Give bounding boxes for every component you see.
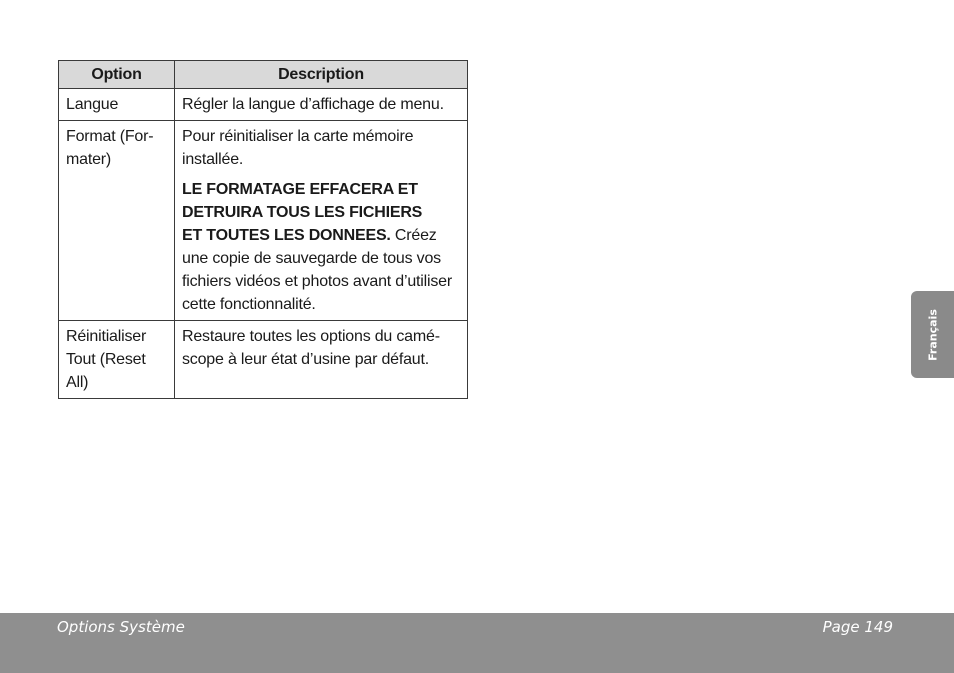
- row-langue-description: Régler la langue d’affichage de menu.: [175, 89, 468, 121]
- row-format-option-text: Format (For- mater): [66, 128, 154, 168]
- row-format-warning-paragraph: [182, 178, 460, 316]
- row-format-warning-rest: Créez une copie de sauvegarde de tous vos fichiers vidéos et photos avant d’utiliser cette fonctionnalité.: [182, 227, 452, 313]
- language-side-tab-label: Français: [926, 308, 939, 361]
- row-format-option: [59, 121, 175, 321]
- row-reset-option-text: Réinitialiser Tout (Reset All): [66, 328, 147, 391]
- options-table: [58, 60, 468, 399]
- header-option: Option: [59, 61, 175, 89]
- page-footer: [0, 613, 954, 673]
- header-description: Description: [175, 61, 468, 89]
- row-format-description-text: Pour réinitialiser la carte mémoire installée.: [182, 128, 414, 168]
- footer-section-title: Options Système: [57, 618, 185, 636]
- row-reset-option: [59, 321, 175, 399]
- row-reset-description: [175, 321, 468, 399]
- table-row: [59, 121, 468, 321]
- row-format-warning-bold: LE FORMATAGE EFFACERA ET DETRUIRA TOUS LES FICHIERS ET TOUTES LES DONNEES.: [182, 181, 423, 244]
- table-row: [59, 89, 468, 121]
- footer-page-number: Page 149: [822, 618, 893, 636]
- table-row: [59, 321, 468, 399]
- table-header-row: [59, 61, 468, 89]
- row-langue-option: Langue: [59, 89, 175, 121]
- row-format-description: [175, 121, 468, 321]
- language-side-tab: [911, 291, 954, 378]
- row-reset-description-text: Restaure toutes les options du camé- scope à leur état d’usine par défaut.: [182, 328, 440, 368]
